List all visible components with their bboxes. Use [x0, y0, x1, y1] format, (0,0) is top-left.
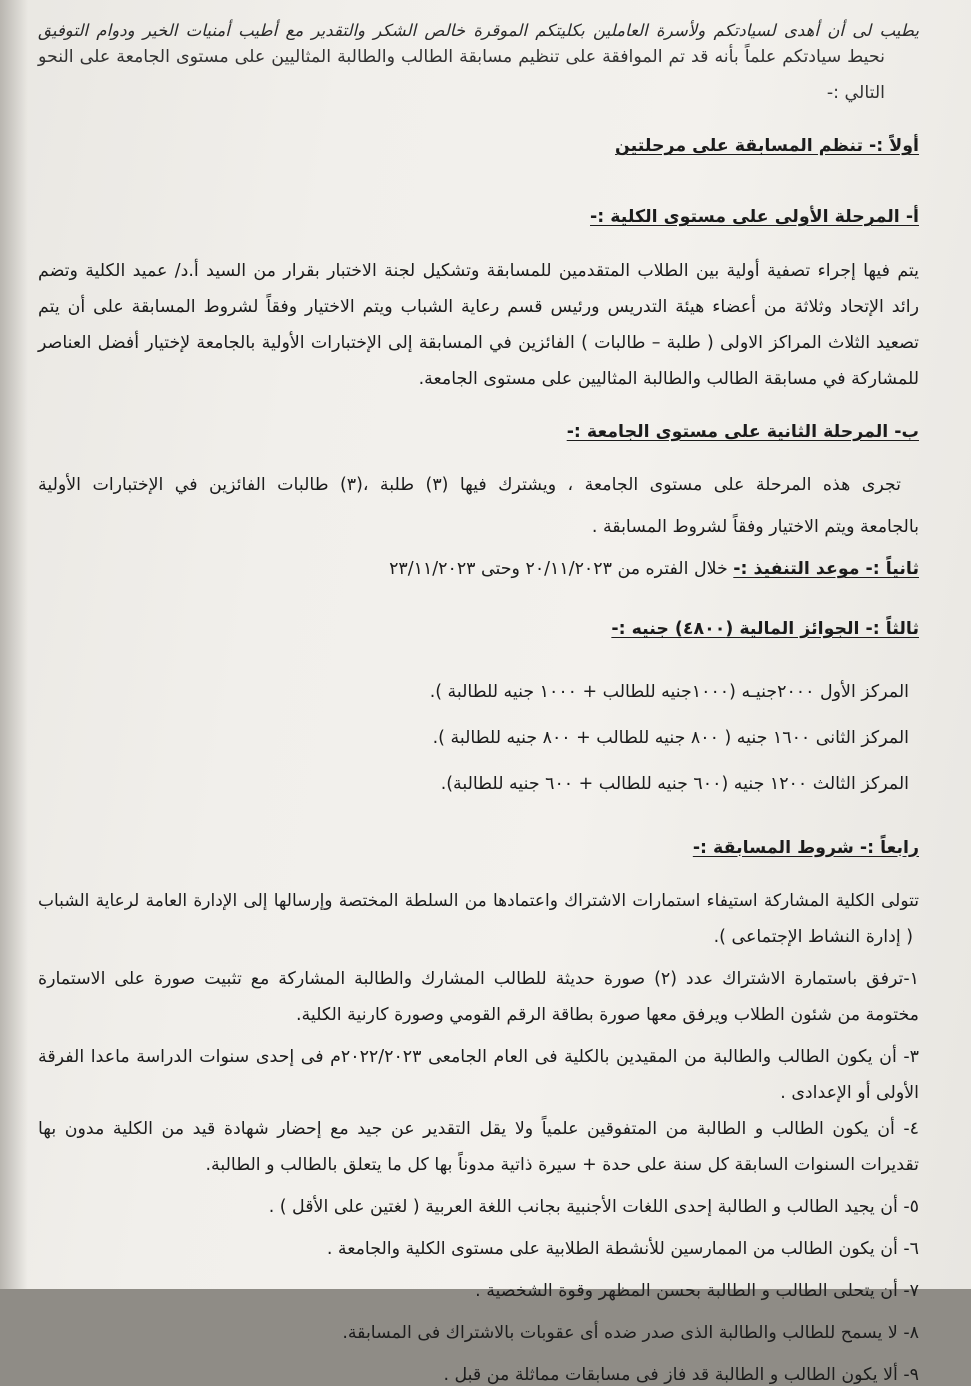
condition-3-line: الأولى أو الإعدادى .	[780, 1082, 919, 1103]
section-1a-heading: أ- المرحلة الأولى على مستوى الكلية :-	[590, 207, 919, 228]
section-2-dates: خلال الفتره من ٢٠/١١/٢٠٢٣ وحتى ٢٣/١١/٢٠٢٣	[389, 559, 728, 580]
handwritten-greeting: يطيب لى أن أهدى لسيادتكم ولأسرة العاملين بكليتكم الموقرة خالص الشكر والتقدير مع أطيب أمنيات الخير ودوام التوفيق	[38, 21, 919, 40]
prize-third: المركز الثالث ١٢٠٠ جنيه (٦٠٠ جنيه للطالب + ٦٠٠ جنيه للطالبة).	[440, 774, 909, 795]
section-1-heading: أولاً :- تنظم المسابقة على مرحلتين	[615, 136, 919, 157]
condition-3-line: ٣- أن يكون الطالب والطالبة من المقيدين بالكلية فى العام الجامعى ٢٠٢٢/٢٠٢٣م فى إحدى سنوات الدراسة ماعدا الفرقة	[38, 1046, 919, 1067]
condition-5-line: ٥- أن يجيد الطالب و الطالبة إحدى اللغات الأجنبية بجانب اللغة العربية ( لغتين على الأقل ) .	[268, 1196, 919, 1217]
prize-first: المركز الأول ٢٠٠٠جنيـه (١٠٠٠جنيه للطالب + ١٠٠٠ جنيه للطالبة ).	[429, 682, 909, 703]
intro-line-end: التالي :-	[826, 83, 885, 103]
condition-4-line: تقديرات السنوات السابقة كل سنة على حدة + سيرة ذاتية مدوناً بها كل ما يتعلق بالطالب و الطالبة.	[205, 1154, 919, 1175]
section-4-heading: رابعاً :- شروط المسابقة :-	[692, 837, 919, 858]
section-1b-line: تجرى هذه المرحلة على مستوى الجامعة ، ويشترك فيها (٣) طلبة ،(٣) طالبات الفائزين في الإختبارات الأولية	[38, 475, 901, 496]
condition-1-line: ١-ترفق باستمارة الاشتراك عدد (٢) صورة حديثة للطالب المشارك والطالبة المشاركة مع تثبيت صورة على الاستمارة	[38, 968, 919, 989]
condition-1-line: مختومة من شئون الطلاب ويرفق معها صورة بطاقة الرقم القومي وصورة كارنية الكلية.	[296, 1004, 919, 1025]
section-4-intro-line: تتولى الكلية المشاركة استيفاء استمارات الاشتراك واعتمادها من السلطة المختصة وإرسالها إلى الإدارة العامة لرعاية الشباب	[38, 890, 919, 911]
section-1a-line: يتم فيها إجراء تصفية أولية بين الطلاب المتقدمين للمسابقة وتشكيل لجنة الاختبار بقرار من السيد أ.د/ عميد الكلية وتضم	[38, 260, 919, 281]
section-1b-heading: ب- المرحلة الثانية على مستوى الجامعة :-	[566, 421, 919, 442]
condition-6-line: ٦- أن يكون الطالب من الممارسين للأنشطة الطلابية على مستوى الكلية والجامعة .	[326, 1238, 919, 1259]
section-1a-line: رائد الإتحاد وثلاثة من أعضاء هيئة التدريس ورئيس قسم رعاية الشباب ويتم الاختيار وفقاً لشروط المسابقة على أن يتم	[38, 296, 919, 317]
condition-8-line: ٨- لا يسمح للطالب والطالبة الذى صدر ضده أى عقوبات بالاشتراك فى المسابقة.	[342, 1322, 919, 1343]
section-2-heading: ثانياً :- موعد التنفيذ :-	[733, 559, 919, 580]
condition-7-line: ٧- أن يتحلى الطالب و الطالبة بحسن المظهر وقوة الشخصية .	[475, 1280, 919, 1301]
section-3-heading: ثالثاً :- الجوائز المالية (٤٨٠٠) جنيه :-	[611, 618, 919, 639]
intro-line: نحيط سيادتكم علماً بأنه قد تم الموافقة على تنظيم مسابقة الطالب والطالبة المثاليين على مستوى الجامعة على النحو	[38, 47, 885, 67]
condition-4-line: ٤- أن يكون الطالب و الطالبة من المتفوقين علمياً ولا يقل التقدير عن جيد مع إحضار شهادة قيد من الكلية مدون بها	[38, 1118, 919, 1139]
prize-second: المركز الثانى ١٦٠٠ جنيه ( ٨٠٠ جنيه للطالب + ٨٠٠ جنيه للطالبة ).	[432, 728, 909, 749]
section-2-line	[38, 558, 919, 580]
section-1b-line: بالجامعة ويتم الاختيار وفقاً لشروط المسابقة .	[591, 517, 919, 538]
condition-9-line: ٩- ألا يكون الطالب و الطالبة قد فاز فى مسابقات مماثلة من قبل .	[443, 1364, 919, 1385]
section-1a-line: للمشاركة في مسابقة الطالب والطالبة المثاليين على مستوى الجامعة.	[418, 368, 919, 389]
section-4-intro-line: ( إدارة النشاط الإجتماعى ).	[713, 926, 913, 947]
section-1a-line: تصعيد الثلاث المراكز الاولى ( طلبة – طالبات ) الفائزين في المسابقة إلى الإختبارات الأولية بالجامعة لإختيار أفضل العناصر	[38, 332, 919, 353]
